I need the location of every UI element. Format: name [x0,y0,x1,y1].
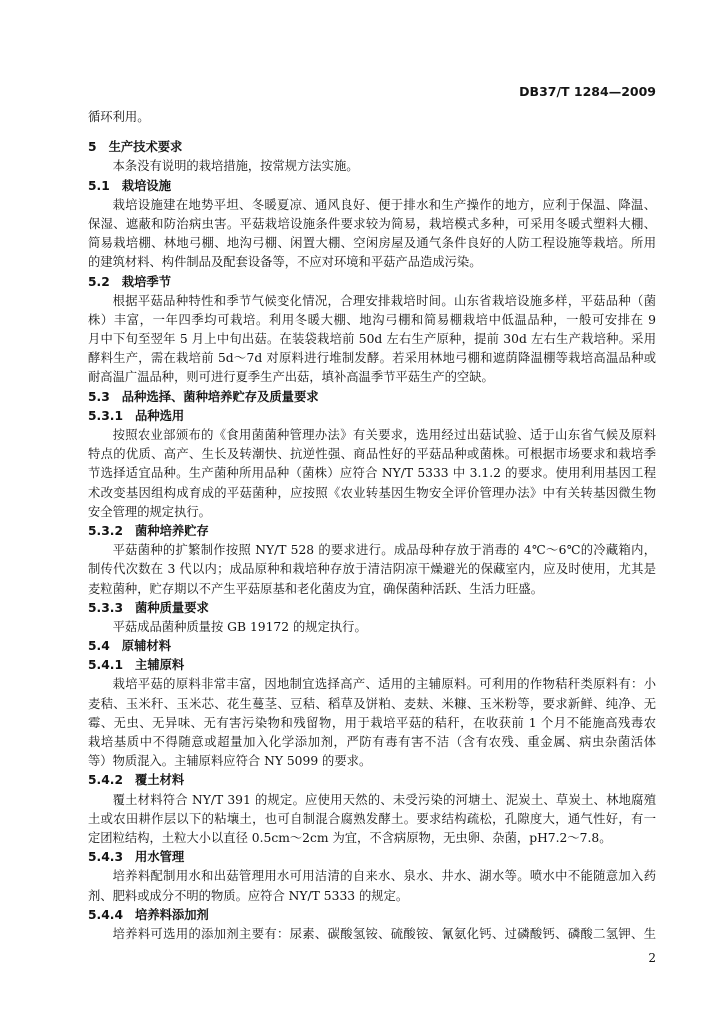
clause-5-4-1 [88,656,656,771]
clause-heading [88,273,656,292]
standard-code: DB37/T 1284—2009 [519,84,656,99]
paragraph-line: 覆土材料符合 NY/T 391 的规定。应使用天然的、未受污染的河塘土、泥炭土、草炭土、林地腐殖 [112,792,656,807]
clause-5-4-4 [88,906,656,944]
clause-5-3-3 [88,599,656,637]
clause-5-3-2 [88,522,656,599]
clause-title: 菌种质量要求 [135,600,209,615]
clause-heading [88,599,656,618]
clause-heading [88,407,656,426]
clause-number: 5.3.1 [88,408,124,423]
clause-heading [88,138,656,157]
paragraph-line: 平菇菌种的扩繁制作按照 NY/T 528 的要求进行。成品母种存放于消毒的 4℃～6℃的冷藏箱内， [112,543,656,558]
page-number: 2 [648,951,656,965]
paragraph-line: 栽培基质中不得随意或超量加入化学添加剂，严防有毒有害不洁（含有农残、重金属、病虫杂菌活体 [88,735,656,749]
continued-text: 循环利用。 [88,110,150,124]
clause-heading [88,637,656,656]
clause-number: 5.3 [88,389,110,404]
clause-title: 品种选用 [135,408,185,423]
paragraph-line: 耐高温广温品种，则可进行夏季生产出菇，填补高温季节平菇生产的空缺。 [88,370,494,385]
paragraph-line: 剂、肥料或成分不明的物质。应符合 NY/T 5333 的规定。 [88,888,409,903]
clause-title: 主辅原料 [135,658,185,673]
page-body [88,108,656,944]
paragraph-line: 按照农业部颁布的《食用菌菌种管理办法》有关要求，选用经过出菇试验、适于山东省气候及原料 [112,428,656,442]
clause-5-4-2 [88,771,656,848]
clause-title: 培养料添加剂 [135,907,209,922]
paragraph-line: 术改变基因组构成育成的平菇菌种，应按照《农业转基因生物安全评价管理办法》中有关转基因微生物 [88,485,656,500]
paragraph-line: 月中下旬至翌年 5 月上中旬出菇。在装袋栽培前 50d 左右生产原种，提前 30d 左右生产栽培种。采用 [88,332,656,347]
paragraph-line: 霉、无虫、无异味、无有害污染物和残留物，用于栽培平菇的秸秆，在收获前 1 个月不能施高残毒农 [88,715,656,730]
clause-5 [88,138,656,176]
paragraph-line: 根据平菇品种特性和季节气候变化情况，合理安排栽培时间。山东省栽培设施多样，平菇品种（菌 [112,293,656,308]
paragraph-line: 的建筑材料、构件制品及配套设备等，不应对环境和平菇产品造成污染。 [88,255,482,270]
clause-number: 5.1 [88,178,110,193]
clause-heading [88,848,656,867]
clause-number: 5.4.1 [88,658,124,673]
clause-number: 5.4.2 [88,773,124,788]
paragraph-line: 麦粒菌种，贮存期以不产生平菇原基和老化菌皮为宜，确保菌种活跃、生活力旺盛。 [88,581,543,596]
clause-title: 生产技术要求 [108,140,183,155]
paragraph-line: 本条没有说明的栽培措施，按常规方法实施。 [112,159,359,174]
clause-5-3 [88,388,656,407]
clause-heading [88,771,656,790]
clause-heading [88,522,656,541]
paragraph-line: 栽培平菇的原料非常丰富，因地制宜选择高产、适用的主辅原料。可利用的作物秸秆类原料有：小 [112,677,656,692]
clause-title: 品种选择、菌种培养贮存及质量要求 [121,389,319,404]
clause-number: 5 [88,140,97,155]
clause-number: 5.4.3 [88,850,124,865]
clause-heading [88,388,656,407]
clause-title: 菌种培养贮存 [135,523,209,538]
paragraph-line: 制传代次数在 3 代以内；成品原种和栽培种存放于清洁阴凉干燥避光的保藏室内，应及时使用，尤其是 [88,562,656,577]
clause-title: 栽培设施 [121,178,171,193]
clause-number: 5.3.2 [88,523,124,538]
paragraph-line: 酵料生产，需在栽培前 5d～7d 对原料进行堆制发酵。若采用林地弓棚和遮荫降温棚等栽培高温品种或 [88,351,656,366]
paragraph-line: 平菇成品菌种质量按 GB 19172 的规定执行。 [112,619,367,634]
paragraph-line: 定团粒结构，土粒大小以直径 0.5cm～2cm 为宜，不含病原物，无虫卵、杂菌，pH7.2～7.8。 [88,830,612,845]
clause-number: 5.4 [88,639,110,654]
paragraph-line: 安全管理的规定执行。 [88,504,211,519]
clause-number: 5.2 [88,274,110,289]
paragraph-line: 培养料可选用的添加剂主要有：尿素、碳酸氢铵、硫酸铵、氰氨化钙、过磷酸钙、磷酸二氢钾、生 [112,926,656,941]
paragraph-line: 节选择适宜品种。生产菌种所用品种（菌株）应符合 NY/T 5333 中 3.1.2 的要求。使用利用基因工程 [88,466,656,481]
paragraph-line: 土或农田耕作层以下的粘壤土，也可自制混合腐熟发酵土。要求结构疏松，孔隙度大，通气性好，有一 [88,811,656,826]
paragraph-line: 等）物质混入。主辅原料应符合 NY 5099 的要求。 [88,754,372,769]
clause-heading [88,656,656,675]
clause-number: 5.3.3 [88,600,124,615]
paragraph-line: 麦秸、玉米秆、玉米芯、花生蔓茎、豆秸、稻草及饼粕、麦麸、米糠、玉米粉等，要求新鲜、纯净、无 [88,696,656,711]
paragraph-line: 特点的优质、高产、生长及转潮快、抗逆性强、商品性好的平菇品种或菌株。可根据市场要求和栽培季 [88,447,656,462]
clause-heading [88,177,656,196]
clause-title: 用水管理 [135,850,185,865]
clause-title: 覆土材料 [135,773,185,788]
paragraph-line: 保湿、遮蔽和防治病虫害。平菇栽培设施条件要求较为简易，栽培模式多种，可采用冬暖式塑料大棚、 [88,216,656,231]
paragraph-line: 简易栽培棚、林地弓棚、地沟弓棚、闲置大棚、空闲房屋及通气条件良好的人防工程设施等栽培。所用 [88,236,656,251]
clause-heading [88,906,656,925]
clause-title: 原辅材料 [121,639,171,654]
clause-5-3-1 [88,407,656,522]
paragraph-line: 栽培设施建在地势平坦、冬暖夏凉、通风良好、便于排水和生产操作的地方，应利于保温、降温、 [112,197,656,212]
paragraph-line: 株）丰富，一年四季均可栽培。利用冬暖大棚、地沟弓棚和简易棚栽培中低温品种，一般可安排在 9 [88,312,656,327]
clause-5-4-3 [88,848,656,906]
clause-5-1 [88,177,656,273]
clause-5-2 [88,273,656,388]
clause-5-4 [88,637,656,656]
clause-number: 5.4.4 [88,907,124,922]
paragraph-line: 培养料配制用水和出菇管理用水可用洁清的自来水、泉水、井水、湖水等。喷水中不能随意加入药 [112,869,656,884]
clause-title: 栽培季节 [121,274,171,289]
